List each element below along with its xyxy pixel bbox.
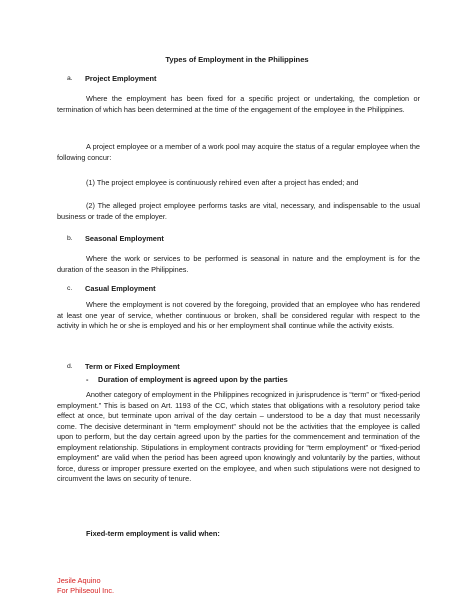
section-d-subheading-bullet: - <box>86 375 89 384</box>
signature-name: Jesile Aquino <box>57 576 101 585</box>
section-d-closing: Fixed-term employment is valid when: <box>86 529 220 538</box>
section-a-paragraph-2: A project employee or a member of a work pool may acquire the status of a regular employee when the following concur: <box>57 142 420 162</box>
section-d-marker: d. <box>67 363 73 370</box>
section-a-marker: a. <box>67 75 73 82</box>
section-b-marker: b. <box>67 235 73 242</box>
section-c-paragraph: Where the employment is not covered by the foregoing, provided that an employee who has rendered at least one year of service, whether continuous or broken, shall be considered regular with respect to the activity in which he or she is employed and his or her employment shall continue while the activity exists. <box>57 300 420 330</box>
section-a-paragraph-1: Where the employment has been fixed for a specific project or undertaking, the completion or termination of which has been determined at the time of the engagement of the employee in the Philippines. <box>57 94 420 114</box>
section-c-heading: Casual Employment <box>85 284 156 293</box>
section-d-subheading: Duration of employment is agreed upon by the parties <box>98 375 288 384</box>
document-title: Types of Employment in the Philippines <box>165 55 309 64</box>
section-a-condition-2: (2) The alleged project employee performs tasks are vital, necessary, and indispensable to the usual business or trade of the employer. <box>57 201 420 221</box>
section-d-paragraph: Another category of employment in the Philippines recognized in jurisprudence is “term” or “fixed-period employment.” This is based on Art. 1193 of the CC, which states that obligations with a resolutory period take effect at once, but terminate upon arrival of the day certain – understood to be a day that must necessarily come. The decisive determinant in “term employment” should not be the activities that the employee is called upon to perform, but the day certain agreed upon by the parties for the commencement and termination of the employment relationship. Stipulations in employment contracts providing for “term employment” or “fixed-period employment” are valid when the period has been agreed upon knowingly and voluntarily by the parties, without force, duress or improper pressure exerted on the employee, and when such stipulations were not designed to circumvent the laws on security of tenure. <box>57 390 420 483</box>
section-a-heading: Project Employment <box>85 74 157 83</box>
section-d-heading: Term or Fixed Employment <box>85 362 180 371</box>
section-c-marker: c. <box>67 285 73 292</box>
section-a-condition-1: (1) The project employee is continuously rehired even after a project has ended; and <box>86 178 359 187</box>
section-b-heading: Seasonal Employment <box>85 234 164 243</box>
signature-company: For Philseoul Inc. <box>57 586 115 595</box>
section-b-paragraph: Where the work or services to be performed is seasonal in nature and the employment is for the duration of the season in the Philippines. <box>57 254 420 274</box>
